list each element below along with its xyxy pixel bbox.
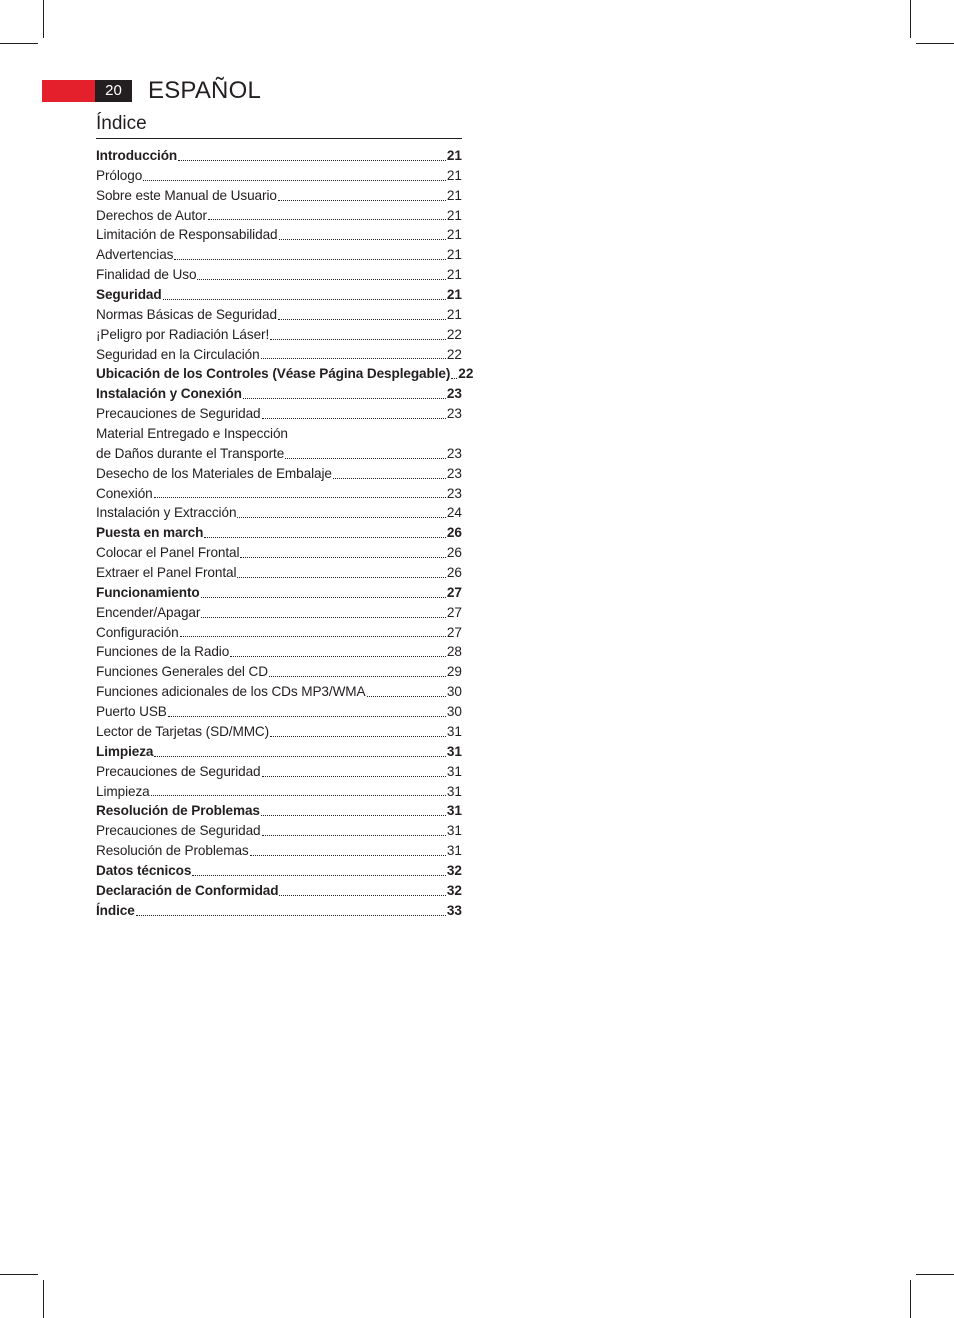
- toc-entry-page: 21: [446, 167, 462, 183]
- toc-entry[interactable]: [96, 345, 462, 365]
- toc-entry-title: Introducción: [96, 148, 178, 163]
- toc-entry-title: Desecho de los Materiales de Embalaje: [96, 465, 332, 481]
- toc-entry-page: 31: [446, 823, 462, 839]
- dot-leader: [143, 179, 446, 181]
- toc-entry[interactable]: [96, 563, 462, 583]
- toc-entry-title: Datos técnicos: [96, 862, 192, 878]
- toc-entry-title: Configuración: [96, 624, 179, 640]
- toc-entry[interactable]: [96, 245, 462, 265]
- dot-leader: [250, 854, 446, 856]
- toc-entry-title: Finalidad de Uso: [96, 267, 197, 283]
- toc-entry-page: 22: [446, 346, 462, 362]
- dot-leader: [262, 834, 446, 836]
- toc-entry-page: 31: [446, 783, 462, 799]
- toc-entry[interactable]: [96, 901, 462, 921]
- toc-entry-page: 31: [446, 763, 462, 779]
- toc-entry-title: Limpieza: [96, 743, 154, 759]
- toc-entry-page: 21: [446, 247, 462, 263]
- toc-entry-page: 23: [446, 465, 462, 481]
- toc-entry-title: Instalación y Conexión: [96, 386, 242, 402]
- dot-leader: [451, 377, 457, 379]
- toc-entry-title: Derechos de Autor: [96, 207, 207, 223]
- toc-entry[interactable]: [96, 782, 462, 802]
- toc-entry-title: Colocar el Panel Frontal: [96, 545, 240, 561]
- toc-entry-page: 27: [446, 584, 462, 600]
- toc-entry[interactable]: [96, 364, 474, 384]
- crop-mark: [0, 43, 38, 44]
- language-color-bar: [42, 80, 95, 102]
- language-title: ESPAÑOL: [148, 77, 261, 104]
- toc-entry-title: Declaración de Conformidad: [96, 882, 279, 898]
- toc-entry-title: Conexión: [96, 485, 153, 501]
- toc-entry-title: Funciones adicionales de los CDs MP3/WMA: [96, 684, 366, 700]
- toc-entry[interactable]: [96, 265, 462, 285]
- toc-entry[interactable]: [96, 404, 462, 424]
- toc-entry-title: Funciones Generales del CD: [96, 664, 268, 680]
- toc-entry-title: Extraer el Panel Frontal: [96, 565, 237, 581]
- toc-entry-page: 21: [446, 148, 462, 163]
- toc-entry[interactable]: [96, 186, 462, 206]
- toc-entry-title: Puerto USB: [96, 704, 167, 720]
- dot-leader: [237, 516, 445, 518]
- toc-entry-page: 28: [446, 644, 462, 660]
- toc-entry-title: Sobre este Manual de Usuario: [96, 187, 277, 203]
- dot-leader: [174, 258, 445, 260]
- toc-entry-page: 21: [446, 287, 462, 303]
- toc-entry-page: 30: [446, 704, 462, 720]
- toc-entry[interactable]: [96, 623, 462, 643]
- dot-leader: [261, 814, 446, 816]
- dot-leader: [197, 278, 445, 280]
- toc-entry-page: 27: [446, 604, 462, 620]
- toc-entry-page: 22: [446, 326, 462, 342]
- toc-entry-page: 21: [446, 207, 462, 223]
- toc-entry-page: 22: [458, 366, 474, 382]
- crop-mark: [916, 1274, 954, 1275]
- toc-entry-page: 23: [446, 445, 462, 461]
- toc-entry[interactable]: [96, 642, 462, 662]
- toc-entry[interactable]: [96, 841, 462, 861]
- toc-entry[interactable]: [96, 881, 462, 901]
- toc-entry-title: Ubicación de los Controles (Véase Página Desplegable): [96, 366, 451, 382]
- toc-entry[interactable]: [96, 543, 462, 563]
- toc-entry-page: 31: [446, 843, 462, 859]
- toc-entry-title: Índice: [96, 902, 135, 918]
- toc-entry[interactable]: [96, 146, 462, 166]
- dot-leader: [201, 596, 446, 598]
- toc-entry-page: 24: [446, 505, 462, 521]
- toc-entry-page: 32: [446, 882, 462, 898]
- toc-entry-title: Seguridad en la Circulación: [96, 346, 260, 362]
- toc-entry-page: 27: [446, 624, 462, 640]
- dot-leader: [201, 616, 446, 618]
- toc-entry[interactable]: [96, 444, 462, 464]
- dot-leader: [367, 695, 446, 697]
- toc-entry-page: 33: [446, 902, 462, 918]
- toc-entry-page: 29: [446, 664, 462, 680]
- toc-entry[interactable]: [96, 206, 462, 226]
- dot-leader: [285, 457, 446, 459]
- dot-leader: [269, 675, 446, 677]
- toc-entry[interactable]: [96, 821, 462, 841]
- toc-entry-page: 23: [446, 386, 462, 402]
- toc-entry-page: 32: [446, 862, 462, 878]
- dot-leader: [192, 874, 446, 876]
- toc-entry-title: ¡Peligro por Radiación Láser!: [96, 326, 270, 342]
- toc-entry-title: Funciones de la Radio: [96, 644, 230, 660]
- dot-leader: [230, 655, 446, 657]
- toc-entry-title: Limpieza: [96, 783, 150, 799]
- dot-leader: [240, 556, 445, 558]
- crop-mark: [43, 1280, 44, 1318]
- toc-entry[interactable]: [96, 702, 462, 722]
- dot-leader: [270, 735, 446, 737]
- crop-mark: [916, 43, 954, 44]
- toc-entry-title: Advertencias: [96, 247, 174, 263]
- page-number: 20: [95, 80, 132, 102]
- toc-entry-page: 26: [446, 565, 462, 581]
- toc-entry-page: 31: [446, 803, 462, 819]
- toc-entry-title: Resolución de Problemas: [96, 803, 260, 819]
- toc-entry-title: Precauciones de Seguridad: [96, 823, 261, 839]
- toc-entry-page: 21: [446, 306, 462, 322]
- toc-entry-page: 31: [446, 743, 462, 759]
- toc-entry[interactable]: [96, 722, 462, 742]
- toc-entry[interactable]: [96, 166, 462, 186]
- toc-entry-title: Instalación y Extracción: [96, 505, 237, 521]
- crop-mark: [43, 0, 44, 38]
- toc-entry[interactable]: [96, 384, 462, 404]
- toc-entry[interactable]: [96, 424, 462, 444]
- toc-entry[interactable]: [96, 762, 462, 782]
- dot-leader: [261, 357, 446, 359]
- toc-entry-page: 30: [446, 684, 462, 700]
- toc-entry[interactable]: [96, 662, 462, 682]
- dot-leader: [154, 496, 446, 498]
- dot-leader: [243, 397, 446, 399]
- toc-title: Índice: [96, 112, 462, 139]
- dot-leader: [204, 536, 446, 538]
- dot-leader: [278, 318, 446, 320]
- dot-leader: [262, 775, 446, 777]
- crop-mark: [910, 0, 911, 38]
- toc-entry[interactable]: [96, 484, 462, 504]
- toc-entry-title: Encender/Apagar: [96, 604, 201, 620]
- dot-leader: [278, 199, 446, 201]
- toc-entry-title: Prólogo: [96, 167, 143, 183]
- toc-entry-title: Seguridad: [96, 287, 162, 303]
- toc-entry-title: Material Entregado e Inspección: [96, 426, 288, 442]
- dot-leader: [178, 159, 446, 161]
- dot-leader: [262, 417, 446, 419]
- toc-entry-title: Puesta en march: [96, 525, 204, 541]
- toc-entry-page: 21: [446, 227, 462, 243]
- dot-leader: [270, 338, 446, 340]
- dot-leader: [180, 635, 446, 637]
- toc-entry[interactable]: [96, 523, 462, 543]
- toc-entry[interactable]: [96, 305, 462, 325]
- crop-mark: [0, 1274, 38, 1275]
- toc-entry-page: 26: [446, 545, 462, 561]
- toc-entry[interactable]: [96, 285, 462, 305]
- toc-entry-title: Resolución de Problemas: [96, 843, 249, 859]
- toc-entry-title: Precauciones de Seguridad: [96, 406, 261, 422]
- dot-leader: [163, 298, 446, 300]
- toc-entry[interactable]: [96, 603, 462, 623]
- toc-entry-page: 23: [446, 485, 462, 501]
- toc-entry-title: de Daños durante el Transporte: [96, 445, 285, 461]
- toc-entry[interactable]: [96, 225, 462, 245]
- toc-entry[interactable]: [96, 801, 462, 821]
- toc-entry[interactable]: [96, 325, 462, 345]
- toc-entry[interactable]: [96, 742, 462, 762]
- toc-entry-page: 26: [446, 525, 462, 541]
- toc-entry-title: Lector de Tarjetas (SD/MMC): [96, 723, 270, 739]
- toc-entry-page: 31: [446, 723, 462, 739]
- toc-entry-title: Funcionamiento: [96, 584, 200, 600]
- dot-leader: [154, 755, 446, 757]
- toc-list: [96, 146, 474, 921]
- dot-leader: [237, 576, 445, 578]
- crop-mark: [910, 1280, 911, 1318]
- toc-entry-page: 23: [446, 406, 462, 422]
- dot-leader: [168, 715, 446, 717]
- toc-entry-title: Normas Básicas de Seguridad: [96, 306, 277, 322]
- dot-leader: [208, 218, 446, 220]
- dot-leader: [279, 238, 446, 240]
- dot-leader: [333, 477, 446, 479]
- toc-entry[interactable]: [96, 503, 462, 523]
- toc-entry[interactable]: [96, 861, 462, 881]
- toc-entry[interactable]: [96, 583, 462, 603]
- toc-entry-page: 21: [446, 187, 462, 203]
- toc-entry-title: Limitación de Responsabilidad: [96, 227, 278, 243]
- toc-entry-page: 21: [446, 267, 462, 283]
- dot-leader: [279, 894, 445, 896]
- dot-leader: [136, 914, 446, 916]
- toc-entry[interactable]: [96, 682, 462, 702]
- toc-entry[interactable]: [96, 464, 462, 484]
- toc-entry-title: Precauciones de Seguridad: [96, 763, 261, 779]
- dot-leader: [151, 794, 446, 796]
